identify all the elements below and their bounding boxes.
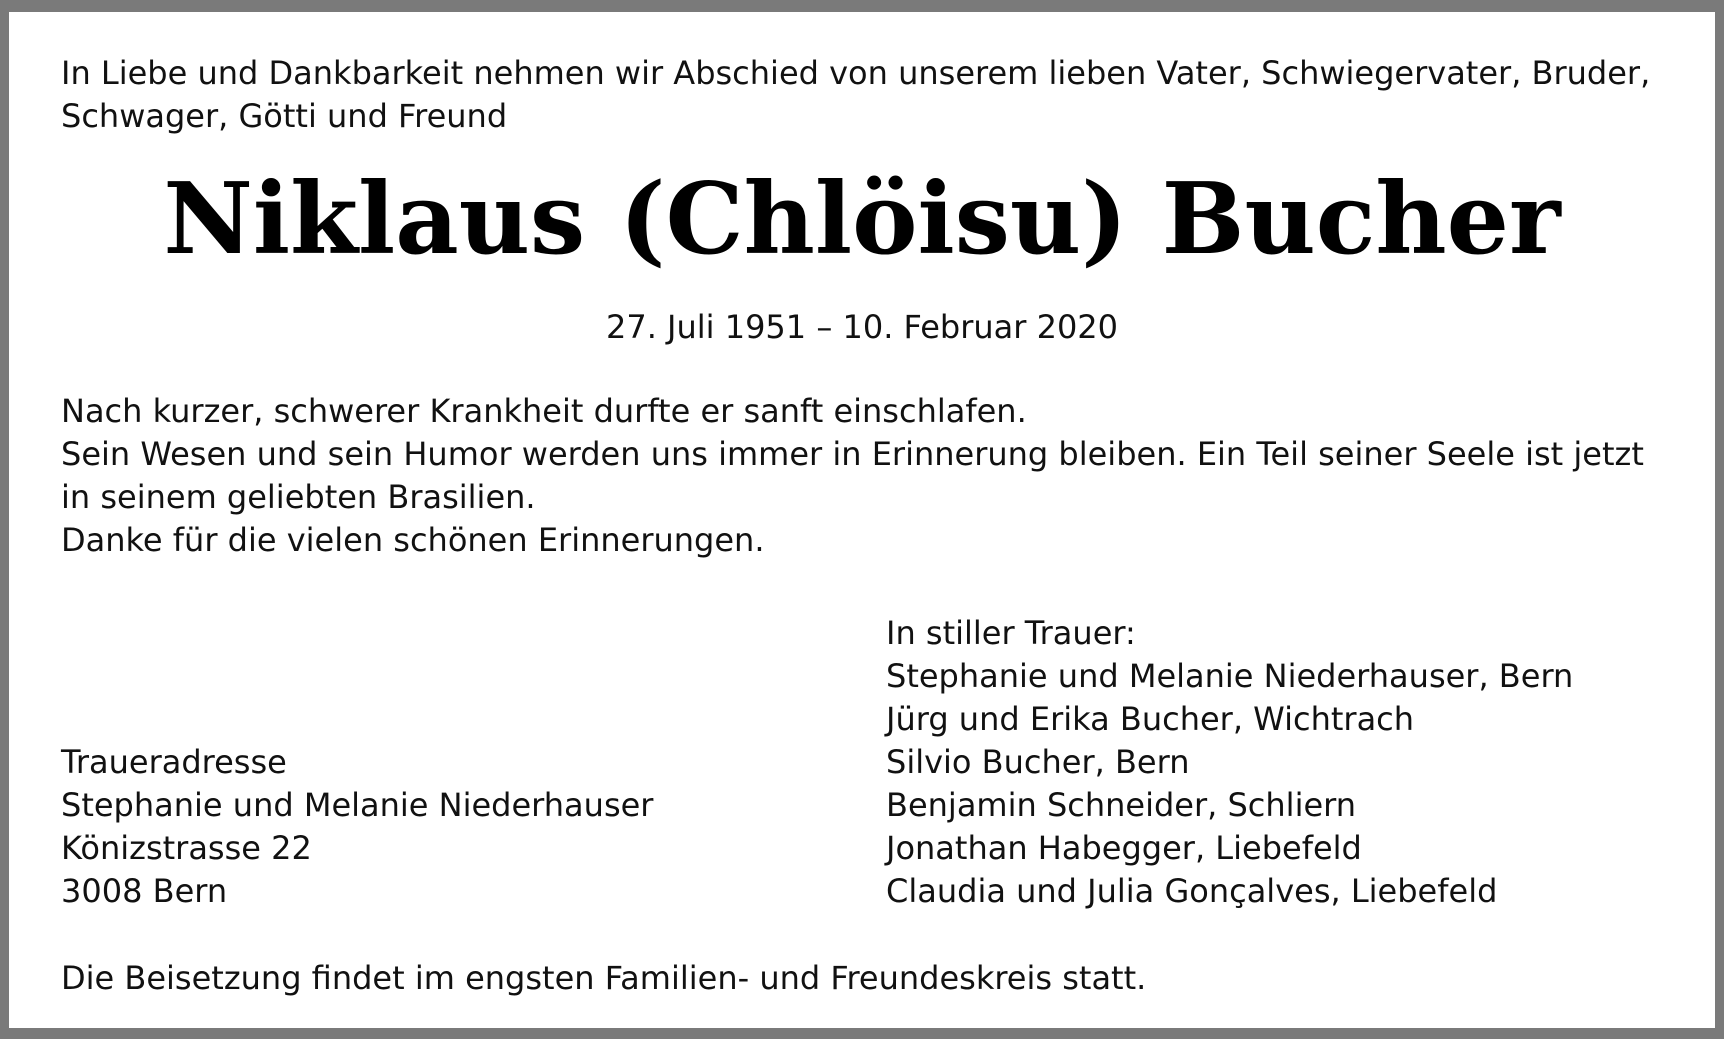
mourner-entry: Jürg und Erika Bucher, Wichtrach (886, 700, 1415, 738)
funeral-note: Die Beisetzung findet im engsten Familien- und Freundeskreis statt. (61, 959, 1147, 997)
life-dates: 27. Juli 1951 – 10. Februar 2020 (605, 308, 1119, 346)
mourner-entry: Claudia und Julia Gonçalves, Liebefeld (886, 872, 1498, 910)
address-line: 3008 Bern (61, 872, 228, 910)
message-line: Nach kurzer, schwerer Krankheit durfte er sanft einschlafen. (61, 392, 1027, 430)
intro-text: In Liebe und Dankbarkeit nehmen wir Abschied von unserem lieben Vater, Schwiegervater, Bruder, Schwager, Götti und Freund (61, 54, 1651, 135)
address-line: Könizstrasse 22 (61, 829, 312, 867)
message-line: Danke für die vielen schönen Erinnerungen. (61, 521, 765, 559)
mourner-entry: Jonathan Habegger, Liebefeld (886, 829, 1362, 867)
message-line: Sein Wesen und sein Humor werden uns immer in Erinnerung bleiben. Ein Teil seiner Seele ist jetzt in seinem geliebten Brasilien. (61, 435, 1644, 516)
mourners-list (886, 612, 1666, 913)
memorial-message (61, 390, 1681, 562)
mourner-entry: Benjamin Schneider, Schliern (886, 786, 1357, 824)
mourner-entry: Stephanie und Melanie Niederhauser, Bern (886, 657, 1574, 695)
mourners-heading: In stiller Trauer: (886, 614, 1136, 652)
mourning-address (61, 741, 761, 913)
address-heading: Traueradresse (61, 743, 287, 781)
address-line: Stephanie und Melanie Niederhauser (61, 786, 654, 824)
obituary-notice (9, 12, 1715, 1028)
deceased-name: Niklaus (Chlöisu) Bucher (163, 162, 1561, 277)
mourner-entry: Silvio Bucher, Bern (886, 743, 1190, 781)
